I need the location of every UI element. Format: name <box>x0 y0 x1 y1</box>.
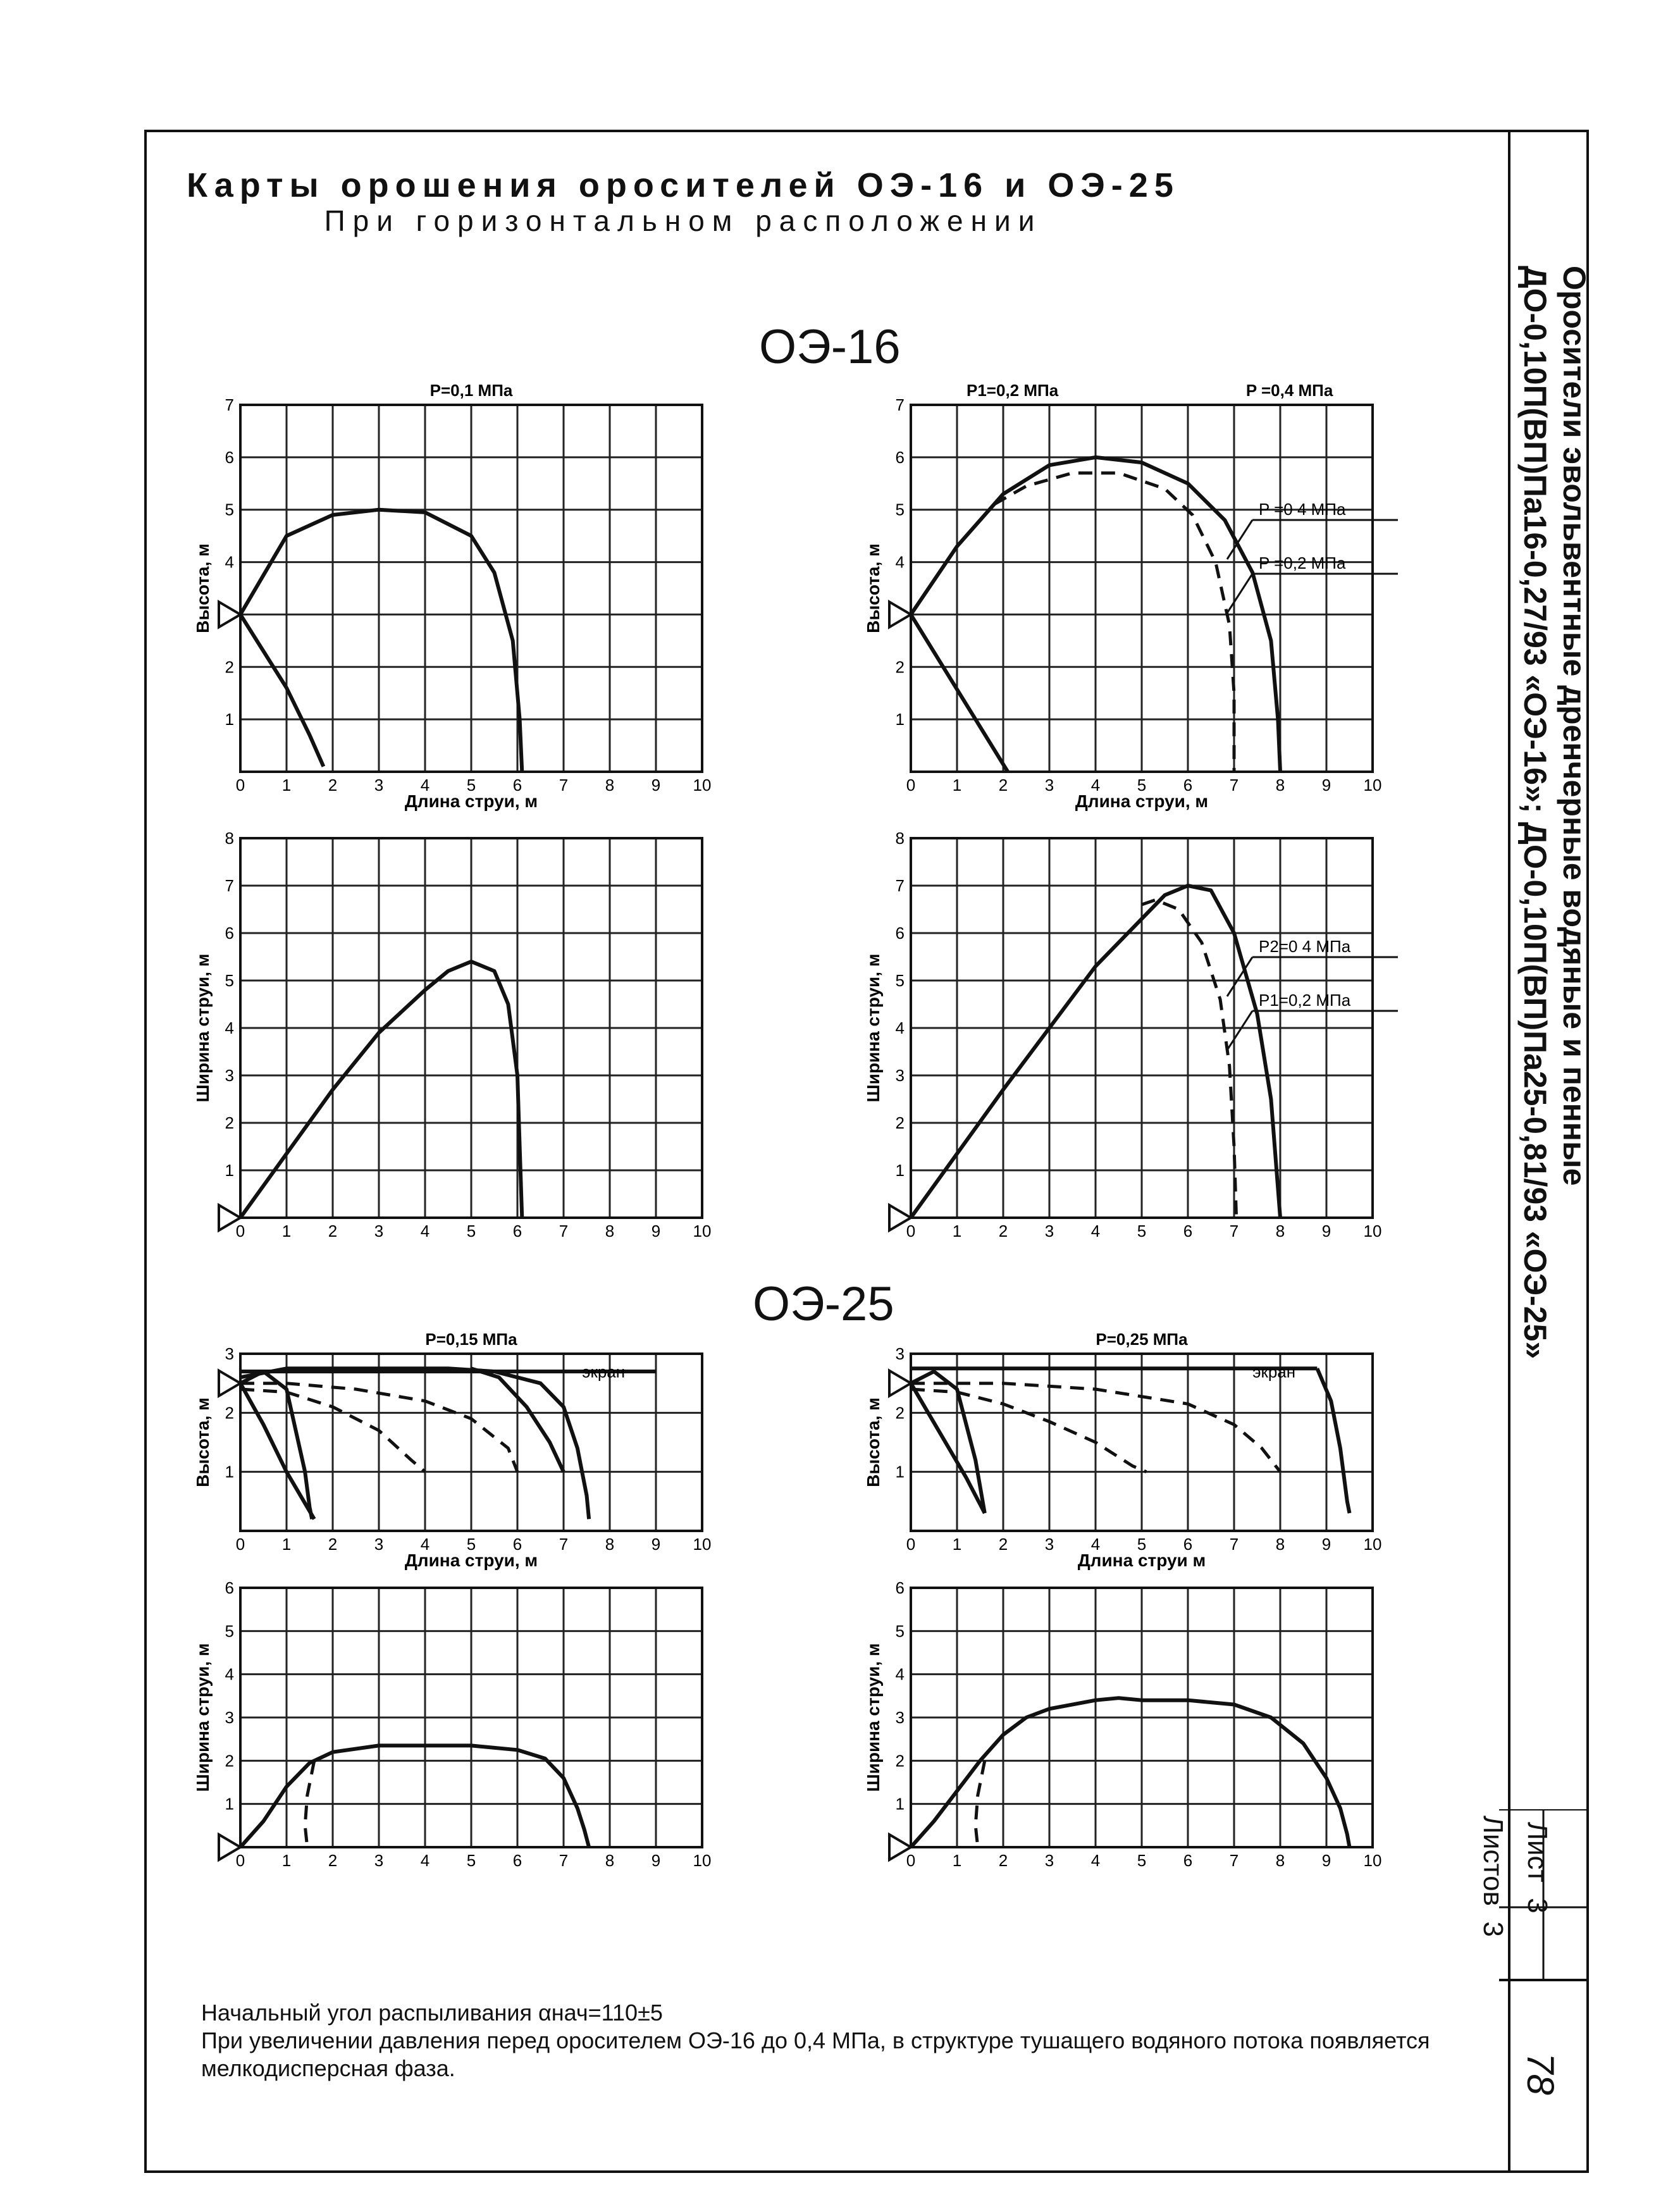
sheets-value: 3 <box>1478 1921 1509 1937</box>
x-tick-label: 10 <box>1363 1851 1382 1870</box>
x-tick-label: 2 <box>328 1535 338 1554</box>
y-tick-label: 1 <box>225 1794 234 1814</box>
series-line-2 <box>911 614 1008 772</box>
x-tick-label: 9 <box>651 776 661 795</box>
x-tick-label: 8 <box>605 1222 615 1241</box>
x-tick-label: 9 <box>1321 1535 1331 1554</box>
y-axis-label: Ширина струи, м <box>863 1643 883 1792</box>
sprinkler-marker <box>219 1371 240 1396</box>
x-tick-label: 8 <box>1275 1535 1285 1554</box>
chart-oe25-width-02 <box>860 1556 1467 1891</box>
chart-oe25-height-02 <box>860 1322 1467 1575</box>
y-axis-label: Высота, м <box>193 543 213 633</box>
x-tick-label: 7 <box>559 776 569 795</box>
chart-grid <box>240 838 702 1218</box>
x-tick-label: 5 <box>1137 1222 1147 1241</box>
chart-oe16-width-02 <box>860 807 1467 1262</box>
sidebar-title-line2: ДО-0,10П(ВП)Па16-0,27/93 «ОЭ-16»; ДО-0,10П(ВП)Па25-0,81/93 «ОЭ-25» <box>1517 266 1553 1359</box>
x-tick-label: 1 <box>952 1851 962 1870</box>
series-line-0 <box>240 510 522 772</box>
x-tick-label: 3 <box>374 1535 384 1554</box>
chart-grid <box>911 1588 1373 1847</box>
chart-title-2: P =0,4 МПа <box>1245 381 1333 400</box>
y-tick-label: 6 <box>225 447 234 467</box>
section-oe16: ОЭ-16 <box>759 320 901 374</box>
x-tick-label: 0 <box>235 776 245 795</box>
x-tick-label: 2 <box>998 776 1008 795</box>
y-tick-label: 8 <box>225 829 234 848</box>
chart-oe16-height-01 <box>190 373 797 816</box>
chart-oe25-height-01 <box>190 1322 797 1575</box>
x-tick-label: 9 <box>1321 776 1331 795</box>
x-axis-label: Длина струи, м <box>404 1550 538 1570</box>
x-tick-label: 4 <box>420 1851 430 1870</box>
y-tick-label: 5 <box>225 1621 234 1641</box>
x-tick-label: 7 <box>1229 1222 1239 1241</box>
x-tick-label: 7 <box>1229 776 1239 795</box>
y-tick-label: 6 <box>895 1578 905 1597</box>
x-tick-label: 5 <box>466 1222 476 1241</box>
x-tick-label: 10 <box>1363 1535 1382 1554</box>
series-line-2 <box>240 1383 314 1519</box>
x-tick-label: 9 <box>1321 1851 1331 1870</box>
chart-title: P1=0,2 МПа <box>967 381 1059 400</box>
y-axis-label: Ширина струи, м <box>193 1643 213 1792</box>
series-line-3 <box>240 1368 589 1519</box>
x-tick-label: 0 <box>235 1851 245 1870</box>
y-tick-label: 1 <box>895 1161 905 1180</box>
x-tick-label: 3 <box>1044 776 1054 795</box>
annotation-pointer <box>1227 574 1252 613</box>
x-tick-label: 10 <box>693 1535 712 1554</box>
x-tick-label: 6 <box>512 1851 522 1870</box>
y-tick-label: 5 <box>895 971 905 990</box>
x-tick-label: 7 <box>1229 1535 1239 1554</box>
y-axis-label: Ширина струи, м <box>193 953 213 1103</box>
page-subtitle: При горизонтальном расположении <box>324 204 1042 237</box>
y-axis-label: Высота, м <box>193 1397 213 1487</box>
sheets-label <box>1477 1816 1509 1937</box>
sheet-label <box>1521 1822 1553 1914</box>
x-tick-label: 7 <box>1229 1851 1239 1870</box>
x-tick-label: 1 <box>281 776 292 795</box>
chart-oe25-width-01 <box>190 1556 797 1891</box>
x-tick-label: 3 <box>1044 1535 1054 1554</box>
y-tick-label: 6 <box>895 924 905 943</box>
x-tick-label: 2 <box>328 1851 338 1870</box>
x-tick-label: 6 <box>1183 1535 1193 1554</box>
x-tick-label: 1 <box>952 776 962 795</box>
x-tick-label: 9 <box>651 1535 661 1554</box>
y-tick-label: 8 <box>895 829 905 848</box>
x-tick-label: 4 <box>1090 1851 1101 1870</box>
y-tick-label: 7 <box>225 876 234 895</box>
x-tick-label: 8 <box>605 1535 615 1554</box>
x-tick-label: 6 <box>1183 1851 1193 1870</box>
page-number: 78 <box>1519 2053 1562 2095</box>
chart-grid <box>911 838 1373 1218</box>
y-tick-label: 4 <box>225 1664 234 1684</box>
x-tick-label: 1 <box>281 1851 292 1870</box>
y-tick-label: 1 <box>895 710 905 729</box>
chart-grid <box>240 405 702 772</box>
y-tick-label: 1 <box>225 710 234 729</box>
y-tick-label: 4 <box>895 1018 905 1037</box>
sprinkler-marker <box>889 1371 911 1396</box>
x-tick-label: 0 <box>235 1222 245 1241</box>
x-tick-label: 3 <box>374 1851 384 1870</box>
x-tick-label: 6 <box>512 776 522 795</box>
y-tick-label: 5 <box>895 500 905 519</box>
annotation-pointer <box>1227 520 1252 559</box>
x-tick-label: 8 <box>605 1851 615 1870</box>
x-tick-label: 4 <box>1090 1222 1101 1241</box>
annotation-screen: экран <box>582 1362 626 1382</box>
x-tick-label: 4 <box>1090 776 1101 795</box>
x-tick-label: 8 <box>1275 1222 1285 1241</box>
y-axis-label: Высота, м <box>863 1397 883 1487</box>
y-tick-label: 5 <box>895 1621 905 1641</box>
chart-oe16-height-02 <box>860 373 1467 816</box>
y-tick-label: 7 <box>895 395 905 414</box>
y-tick-label: 4 <box>225 552 234 572</box>
y-tick-label: 3 <box>225 1344 234 1363</box>
x-tick-label: 3 <box>1044 1222 1054 1241</box>
y-tick-label: 4 <box>895 1664 905 1684</box>
x-tick-label: 9 <box>651 1222 661 1241</box>
y-tick-label: 6 <box>225 1578 234 1597</box>
x-tick-label: 3 <box>374 776 384 795</box>
y-axis-label: Высота, м <box>863 543 883 633</box>
x-tick-label: 0 <box>906 776 916 795</box>
x-tick-label: 2 <box>998 1851 1008 1870</box>
x-tick-label: 4 <box>1090 1535 1101 1554</box>
y-tick-label: 2 <box>895 657 905 677</box>
y-tick-label: 5 <box>225 971 234 990</box>
x-tick-label: 0 <box>906 1535 916 1554</box>
x-tick-label: 4 <box>420 1535 430 1554</box>
x-tick-label: 6 <box>512 1222 522 1241</box>
x-tick-label: 6 <box>1183 1222 1193 1241</box>
x-tick-label: 1 <box>952 1222 962 1241</box>
annotation-label: P =0 4 МПа <box>1259 500 1346 519</box>
series-line-0 <box>240 962 522 1218</box>
annotation-pointer <box>1227 1011 1252 1050</box>
x-tick-label: 10 <box>693 1222 712 1241</box>
x-tick-label: 2 <box>328 776 338 795</box>
x-tick-label: 6 <box>1183 776 1193 795</box>
sheets-label-text: Листов <box>1478 1816 1509 1906</box>
series-line-3 <box>1317 1368 1349 1513</box>
x-tick-label: 10 <box>693 1851 712 1870</box>
y-tick-label: 1 <box>225 1462 234 1482</box>
x-tick-label: 10 <box>1363 1222 1382 1241</box>
series-line-5 <box>911 1389 1146 1472</box>
y-tick-label: 2 <box>225 1403 234 1423</box>
sheet-label-text: Лист <box>1522 1822 1553 1883</box>
note-angle: Начальный угол распыливания αнач=110±5 <box>201 2000 663 2026</box>
chart-title: P=0,1 МПа <box>429 381 513 400</box>
y-tick-label: 1 <box>895 1794 905 1814</box>
x-tick-label: 8 <box>1275 776 1285 795</box>
y-tick-label: 4 <box>895 552 905 572</box>
chart-title: P=0,25 МПа <box>1096 1330 1188 1349</box>
annotation-label: P1=0,2 МПа <box>1259 991 1351 1010</box>
x-tick-label: 1 <box>281 1535 292 1554</box>
x-tick-label: 4 <box>420 1222 430 1241</box>
y-tick-label: 3 <box>895 1708 905 1727</box>
y-tick-label: 3 <box>225 1708 234 1727</box>
x-tick-label: 8 <box>605 776 615 795</box>
series-line-0 <box>911 1698 1350 1847</box>
y-tick-label: 2 <box>225 1751 234 1771</box>
x-tick-label: 1 <box>952 1535 962 1554</box>
x-tick-label: 10 <box>1363 776 1382 795</box>
y-tick-label: 2 <box>895 1403 905 1423</box>
chart-oe16-width-01 <box>190 807 797 1262</box>
notes <box>201 1999 1498 2083</box>
annotation-label: P2=0 4 МПа <box>1259 937 1351 956</box>
x-tick-label: 5 <box>466 1535 476 1554</box>
section-oe25: ОЭ-25 <box>753 1277 894 1331</box>
y-tick-label: 6 <box>895 447 905 467</box>
y-tick-label: 2 <box>895 1751 905 1771</box>
y-axis-label: Ширина струи, м <box>863 953 883 1103</box>
y-tick-label: 2 <box>225 1113 234 1132</box>
x-tick-label: 10 <box>693 776 712 795</box>
note-pressure: При увеличении давления перед оросителем ОЭ-16 до 0,4 МПа, в структуре тушащего водяного потока появляется мелкодисперсная фаза. <box>201 2027 1430 2081</box>
y-tick-label: 1 <box>895 1462 905 1482</box>
sidebar-title-line1: Оросители эвольвентные дренчерные водяные и пенные <box>1557 266 1592 1186</box>
chart-title: P=0,15 МПа <box>425 1330 517 1349</box>
y-tick-label: 3 <box>895 1066 905 1085</box>
y-tick-label: 7 <box>225 395 234 414</box>
x-tick-label: 2 <box>328 1222 338 1241</box>
x-tick-label: 9 <box>651 1851 661 1870</box>
x-tick-label: 0 <box>906 1222 916 1241</box>
sheet-value: 3 <box>1522 1898 1553 1914</box>
x-tick-label: 3 <box>1044 1851 1054 1870</box>
annotation-screen: экран <box>1252 1362 1296 1382</box>
x-tick-label: 2 <box>998 1535 1008 1554</box>
x-tick-label: 9 <box>1321 1222 1331 1241</box>
x-tick-label: 5 <box>1137 1851 1147 1870</box>
x-axis-label: Длина струи, м <box>1075 791 1209 811</box>
x-tick-label: 8 <box>1275 1851 1285 1870</box>
y-tick-label: 7 <box>895 876 905 895</box>
chart-grid <box>911 405 1373 772</box>
y-tick-label: 1 <box>225 1161 234 1180</box>
x-tick-label: 0 <box>906 1851 916 1870</box>
chart-grid <box>240 1588 702 1847</box>
series-line-1 <box>240 614 323 766</box>
x-tick-label: 5 <box>466 776 476 795</box>
y-tick-label: 4 <box>225 1018 234 1037</box>
page-title: Карты орошения оросителей ОЭ-16 и ОЭ-25 <box>187 166 1180 204</box>
x-tick-label: 2 <box>998 1222 1008 1241</box>
x-tick-label: 1 <box>281 1222 292 1241</box>
x-tick-label: 5 <box>466 1851 476 1870</box>
sidebar-title <box>1505 266 1594 1594</box>
y-tick-label: 3 <box>895 1344 905 1363</box>
x-tick-label: 4 <box>420 776 430 795</box>
x-tick-label: 3 <box>374 1222 384 1241</box>
y-tick-label: 3 <box>225 1066 234 1085</box>
series-line-1 <box>994 473 1234 772</box>
x-tick-label: 5 <box>1137 1535 1147 1554</box>
x-tick-label: 5 <box>1137 776 1147 795</box>
y-tick-label: 5 <box>225 500 234 519</box>
x-tick-label: 7 <box>559 1535 569 1554</box>
x-tick-label: 7 <box>559 1222 569 1241</box>
y-tick-label: 2 <box>225 657 234 677</box>
x-tick-label: 7 <box>559 1851 569 1870</box>
x-axis-label: Длина струи, м <box>404 791 538 811</box>
y-tick-label: 6 <box>225 924 234 943</box>
x-axis-label: Длина струи м <box>1077 1550 1206 1570</box>
x-tick-label: 6 <box>512 1535 522 1554</box>
x-tick-label: 0 <box>235 1535 245 1554</box>
y-tick-label: 2 <box>895 1113 905 1132</box>
annotation-label: P =0,2 МПа <box>1259 554 1346 572</box>
